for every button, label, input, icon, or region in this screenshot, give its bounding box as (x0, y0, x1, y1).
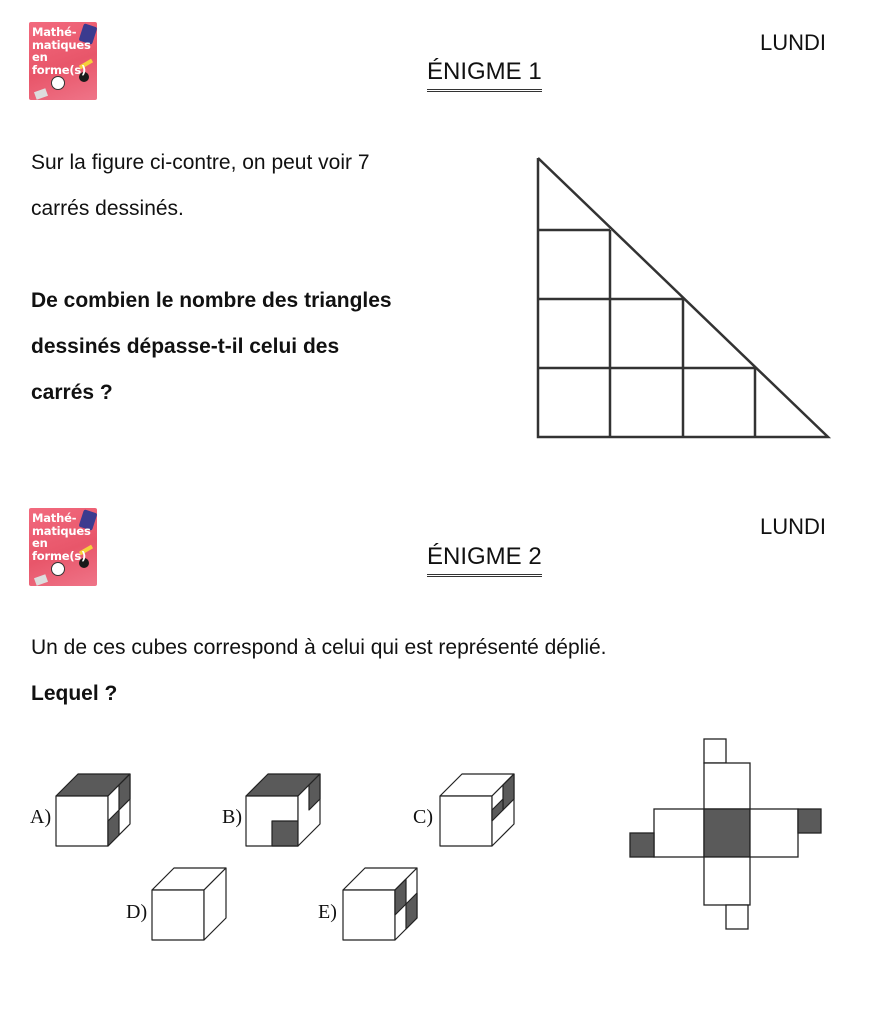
cube-a-label: A) (30, 806, 52, 828)
net-top-small-square (704, 739, 726, 763)
cube-e-label: E) (318, 901, 337, 923)
day-label: LUNDI (760, 514, 827, 539)
enigme-1-question-line-2: dessinés dépasse-t-il celui des (31, 335, 340, 358)
logo-text: Mathé- matiques en forme(s) (32, 511, 91, 563)
cube-b (244, 770, 324, 850)
cube-front-face (343, 890, 395, 940)
soccer-ball-icon (51, 76, 65, 90)
enigme-1-intro-line-2: carrés dessinés. (31, 197, 184, 220)
cube-e (341, 864, 421, 944)
enigme-1-title: ÉNIGME 1 (427, 58, 542, 92)
net-face-left (654, 809, 704, 857)
net-face-right (750, 809, 798, 857)
unfolded-cube-net (620, 730, 835, 942)
enigme-2-question: Lequel ? (31, 682, 118, 705)
enigme-2-title: ÉNIGME 2 (427, 543, 542, 577)
net-face-top (704, 763, 750, 809)
paper-icon (34, 88, 48, 100)
cube-front-dark-patch (272, 821, 298, 846)
staircase-triangle-figure (530, 150, 840, 450)
cube-c-label: C) (413, 806, 433, 828)
net-bottom-small-square (726, 905, 748, 929)
net-face-center-dark (704, 809, 750, 857)
net-face-bottom (704, 857, 750, 905)
cube-d (150, 864, 230, 944)
cube-a (54, 770, 134, 850)
soccer-ball-icon (51, 562, 65, 576)
enigme-1-question-line-1: De combien le nombre des triangles (31, 289, 392, 312)
day-label: LUNDI (760, 30, 827, 55)
cube-d-label: D) (126, 901, 148, 923)
logo-text: Mathé- matiques en forme(s) (32, 25, 91, 77)
net-left-dark-square (630, 833, 654, 857)
cube-front-face (440, 796, 492, 846)
logo-image (29, 508, 97, 586)
enigme-2-intro: Un de ces cubes correspond à celui qui est représenté déplié. (31, 636, 607, 659)
cube-c (438, 770, 518, 850)
cube-b-label: B) (222, 806, 242, 828)
paper-icon (34, 574, 48, 586)
cube-front-face (152, 890, 204, 940)
net-right-dark-square (798, 809, 821, 833)
logo-image (29, 22, 97, 100)
cube-front-face (56, 796, 108, 846)
enigme-1-intro-line-1: Sur la figure ci-contre, on peut voir 7 (31, 151, 370, 174)
enigme-1-question-line-3: carrés ? (31, 381, 113, 404)
